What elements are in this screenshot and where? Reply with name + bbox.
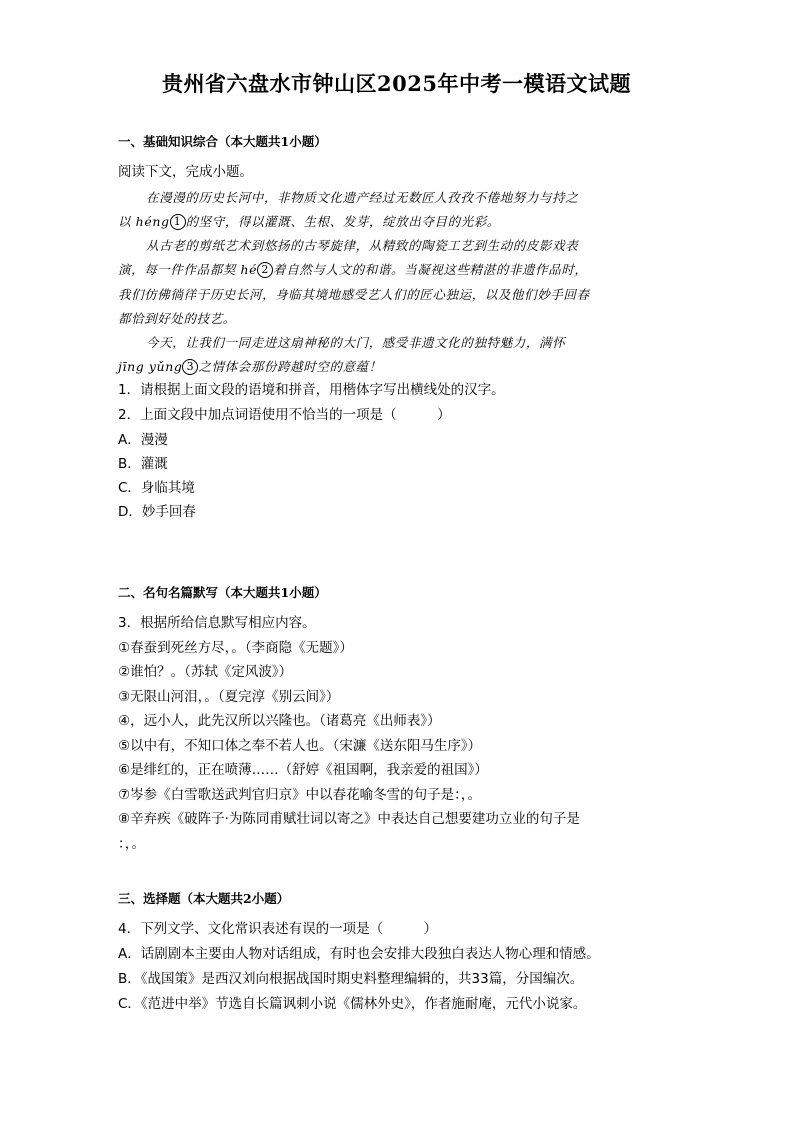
recitation-item: ②谁怕？。（苏轼《定风波》） <box>118 664 293 680</box>
option-c: C．《范进中举》节选自长篇讽刺小说《儒林外史》，作者施耐庵，元代小说家。 <box>118 996 587 1012</box>
recitation-item: ⑧辛弃疾《破阵子·为陈同甫赋壮词以寄之》中表达自己想要建功立业的句子是 <box>118 811 580 827</box>
recitation-item: ④，远小人，此先汉所以兴隆也。（诸葛亮《出师表》） <box>118 713 441 729</box>
option-a: A．话剧剧本主要由人物对话组成，有时也会安排大段独白表达人物心理和情感。 <box>118 946 600 962</box>
passage-text: 的坚守，得以灌溉、生根、发芽，绽放出夺目的光彩。 <box>185 214 500 229</box>
section-heading-1: 一、基础知识综合（本大题共1小题） <box>118 134 327 149</box>
passage-line <box>118 358 382 376</box>
recitation-item: ⑥是绯红的，正在喷薄……（舒婷《祖国啊，我亲爱的祖国》） <box>118 762 488 778</box>
passage-line: 在漫漫的历史长河中，非物质文化遗产经过无数匠人孜孜不倦地努力与持之 <box>146 190 579 205</box>
passage-line: 今天，让我们一同走进这扇神秘的大门，感受非遗文化的独特魅力，满怀 <box>146 335 566 350</box>
recitation-item: ⑦岑参《白雪歌送武判官归京》中以春花喻冬雪的句子是：，。 <box>118 787 482 803</box>
passage-text: 演，每一件作品都契 hé <box>118 262 258 277</box>
page-title: 贵州省六盘水市钟山区2025年中考一模语文试题 <box>162 71 631 96</box>
passage-line <box>118 261 588 279</box>
option-c: C．身临其境 <box>118 480 195 496</box>
passage-text: 之情体会那份跨越时空的意蕴！ <box>198 359 382 374</box>
passage-line <box>118 213 500 231</box>
passage-text: jīng yǔng <box>118 359 183 374</box>
passage-text: 以 héng <box>118 214 170 229</box>
circled-number-1: 1 <box>170 214 186 230</box>
recitation-item: ③无限山河泪，。（夏完淳《别云间》） <box>118 689 340 705</box>
recitation-item: ⑤以中有，不知口体之奉不若人也。（宋濂《送东阳马生序》） <box>118 738 482 754</box>
section-heading-3: 三、选择题（本大题共2小题） <box>118 891 290 906</box>
circled-number-2: 2 <box>257 262 273 278</box>
option-b: B．《战国策》是西汉刘向根据战国时期史料整理编辑的，共33篇，分国编次。 <box>118 971 584 987</box>
passage-text: 着自然与人文的和谐。当凝视这些精湛的非遗作品时， <box>273 262 588 277</box>
option-b: B．灌溉 <box>118 456 168 472</box>
question-4: 4．下列文学、文化常识表述有误的一项是（ ） <box>118 921 438 937</box>
recitation-item: ①春蚕到死丝方尽，。（李商隐《无题》） <box>118 640 353 656</box>
passage-line: 都恰到好处的技艺。 <box>118 311 236 326</box>
question-3: 3．根据所给信息默写相应内容。 <box>118 615 316 631</box>
section-heading-2: 二、名句名篇默写（本大题共1小题） <box>118 585 327 600</box>
passage-line: 从古老的剪纸艺术到悠扬的古琴旋律，从精致的陶瓷工艺到生动的皮影戏表 <box>146 238 579 253</box>
reading-intro: 阅读下文，完成小题。 <box>118 164 253 180</box>
recitation-item: ：，。 <box>118 836 145 852</box>
option-a: A．漫漫 <box>118 432 168 448</box>
question-1: 1．请根据上面文段的语境和拼音，用楷体字写出横线处的汉字。 <box>118 382 505 398</box>
option-d: D．妙手回春 <box>118 504 196 520</box>
question-2: 2．上面文段中加点词语使用不恰当的一项是（ ） <box>118 407 451 423</box>
passage-line: 我们仿佛徜徉于历史长河，身临其境地感受艺人们的匠心独运，以及他们妙手回春 <box>118 287 590 302</box>
circled-number-3: 3 <box>182 359 198 375</box>
